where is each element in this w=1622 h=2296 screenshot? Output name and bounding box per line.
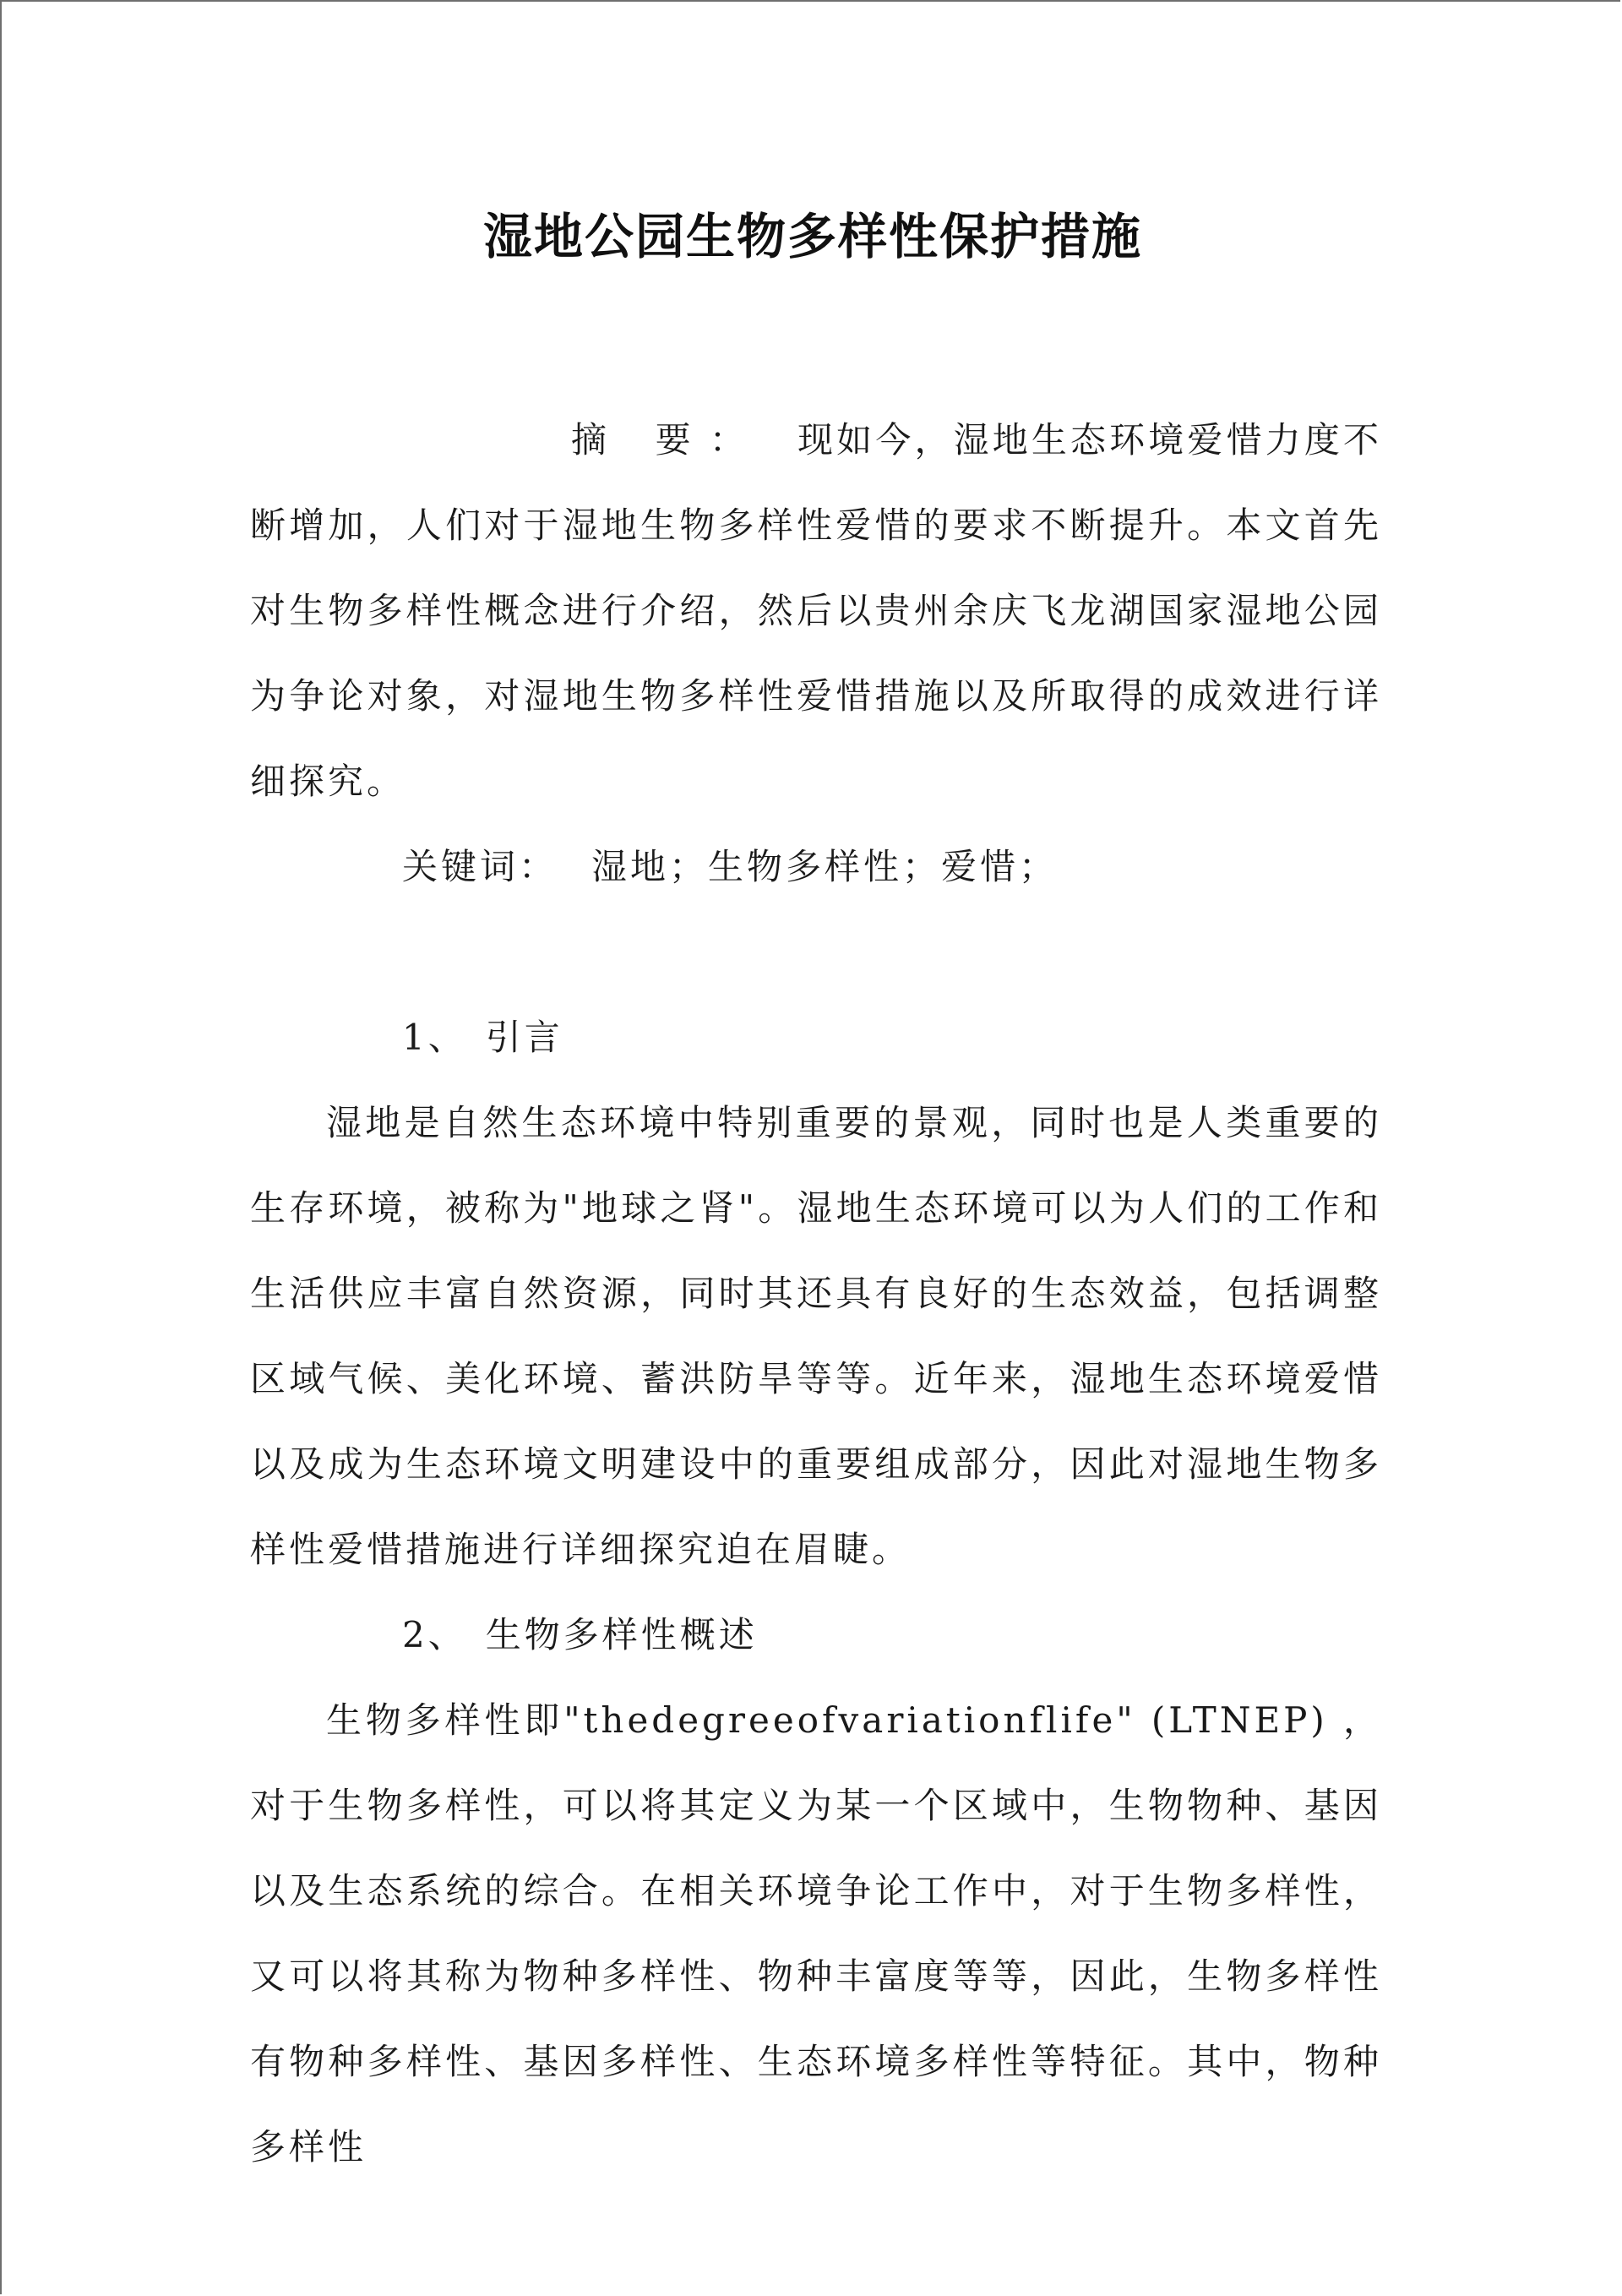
abstract-label: 摘 要： — [571, 419, 764, 461]
document-title: 湿地公园生物多样性保护措施 — [482, 208, 1142, 265]
section-paragraph-1: 湿地是自然生态环境中特别重要的景观，同时也是人类重要的生存环境，被称为"地球之肾"。湿地生态环境可以为人们的工作和生活供应丰富自然资源，同时其还具有良好的生态效益，包括调整区域气候、美化环境、蓄洪防旱等等。近年来，湿地生态环境爱惜以及成为生态环境文明建设中的重要组成部分，因此对湿地生物多样性爱惜措施进行详细探究迫在眉睫。 — [250, 1102, 1382, 1570]
keywords-label: 关键词： — [402, 846, 558, 887]
abstract-text: 现如今，湿地生态环境爱惜力度不断增加，人们对于湿地生物多样性爱惜的要求不断提升。本文首先对生物多样性概念进行介绍，然后以贵州余庆飞龙湖国家湿地公园为争论对象，对湿地生物多样性爱惜措施以及所取得的成效进行详细探究。 — [250, 419, 1382, 802]
section-number: 1、 — [402, 1017, 467, 1058]
document-body — [250, 397, 1382, 2190]
abstract-paragraph — [250, 397, 1382, 824]
section-title: 引言 — [485, 1017, 563, 1058]
keywords-text: 湿地；生物多样性；爱惜； — [591, 846, 1059, 887]
keywords-paragraph — [250, 824, 1382, 909]
section-heading-1 — [250, 995, 1382, 1080]
section-title: 生物多样性概述 — [485, 1614, 758, 1655]
section-heading-2 — [250, 1592, 1382, 1677]
section-paragraph-2: 生物多样性即"thedegreeofvariationflife" (LTNEP) ，对于生物多样性，可以将其定义为某一个区域中，生物物种、基因以及生态系统的综合。在相关环境争论工作中，对于生物多样性，又可以将其称为物种多样性、物种丰富度等等，因此，生物多样性有物种多样性、基因多样性、生态环境多样性等特征。其中，物种多样性 — [250, 1699, 1382, 2168]
section-number: 2、 — [402, 1614, 467, 1655]
